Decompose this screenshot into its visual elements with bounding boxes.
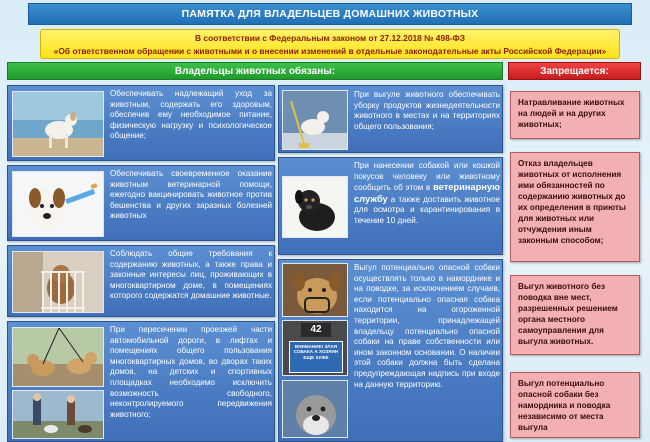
forbidden-header: Запрещается: — [508, 62, 641, 80]
forbidden-item: Выгул животного без поводка вне мест, разрешенных решением органа местного самоуправления для выгула животных. — [510, 275, 640, 355]
forbidden-item: Выгул потенциально опасной собаки без намордника и поводка независимо от места выгула — [510, 372, 640, 438]
photo-dog-on-beach — [12, 91, 104, 157]
obligation-text: Соблюдать общие требования к содержанию животных, а также права и законные интересы лиц, проживающих в многоквартирном доме, в помещениях которого содержатся домашние животные. — [110, 249, 272, 301]
photo-dog-behind-gate — [12, 251, 104, 313]
photo-people-walking-dogs — [12, 390, 104, 439]
law-line-1: В соответствии с Федеральным законом от 27.12.2018 № 498-ФЗ — [195, 33, 465, 43]
obligation-card-bites — [278, 157, 503, 255]
bite-text-before: При нанесении собакой или кошкой покусов человеку или животному сообщить об этом в — [354, 161, 500, 193]
obligation-text: Обеспечивать надлежащий уход за животным, содержать его здоровым, обеспечив ему необходимое питание, физическую нагрузку и психологическое общение; — [110, 89, 272, 141]
forbidden-item: Отказ владельцев животных от исполнения ими обязанностей по содержанию животных до их определения в приюты для животных или отчуждения иным законным способом; — [510, 152, 640, 262]
obligation-card-apartment — [7, 245, 275, 317]
obligation-text: При выгуле животного обеспечивать уборку продуктов жизнедеятельности животного в местах и на территориях общего пользования; — [354, 90, 500, 131]
obliged-header: Владельцы животных обязаны: — [7, 62, 503, 80]
obligation-card-dangerous-dog — [278, 259, 503, 442]
law-line-2: «Об ответственном обращении с животными и о внесении изменений в отдельные законодательные акты Российской Федерации» — [53, 46, 607, 56]
photo-puppy-black — [282, 176, 348, 238]
photo-dog-vaccination — [12, 171, 104, 237]
bite-text-after: а также доставить животное для осмотра и карантинирования в течение 10 дней. — [354, 194, 501, 225]
obligation-text: Обеспечивать своевременное оказание животным ветеринарной помощи, ежегодно вакцинировать животное против бешенства и других заразных болезней животных — [110, 169, 272, 221]
photo-dog-walking-cleanup — [282, 90, 348, 150]
house-number-plate: 42 — [301, 323, 331, 337]
obligation-text — [354, 161, 500, 227]
photo-warning-sign — [282, 320, 348, 376]
page-title: ПАМЯТКА ДЛЯ ВЛАДЕЛЬЦЕВ ДОМАШНИХ ЖИВОТНЫХ — [28, 3, 632, 25]
photo-dogs-on-leash — [12, 327, 104, 387]
obligation-text: Выгул потенциально опасной собаки осуществлять только в наморднике и на поводке, за исключением случаев, если потенциально опасная собака находится на огороженной территории, принадлежащей владельцу потенциально опасной собаки на праве собственности или ином законном основании. О наличии этой собаки должна быть сделана предупреждающая надпись при входе на данную территорию. — [354, 263, 500, 389]
photo-schnauzer — [282, 380, 348, 438]
obligation-card-vet — [7, 165, 275, 241]
obligation-card-cleanup — [278, 85, 503, 153]
forbidden-item: Натравливание животных на людей и на других животных; — [510, 91, 640, 139]
obligation-text: При пересечении проезжей части автомобильной дороги, в лифтах и помещениях общего пользования многоквартирных домов, во дворах таких домов, на детских и спортивных площадках необходимо исключить возможность свободного, неконтролируемого передвижения животного; — [110, 325, 272, 419]
vet-service-highlight: ветеринарную службу — [354, 182, 501, 204]
obligation-card-care — [7, 85, 275, 161]
photo-dog-in-muzzle — [282, 263, 348, 317]
obligation-card-control — [7, 321, 275, 442]
law-reference — [40, 29, 620, 59]
evil-dog-sign: ВНИМАНИЕ! ЗЛАЯ СОБАКА А ХОЗЯИН ЕЩЕ ХУЖЕ — [289, 341, 343, 373]
